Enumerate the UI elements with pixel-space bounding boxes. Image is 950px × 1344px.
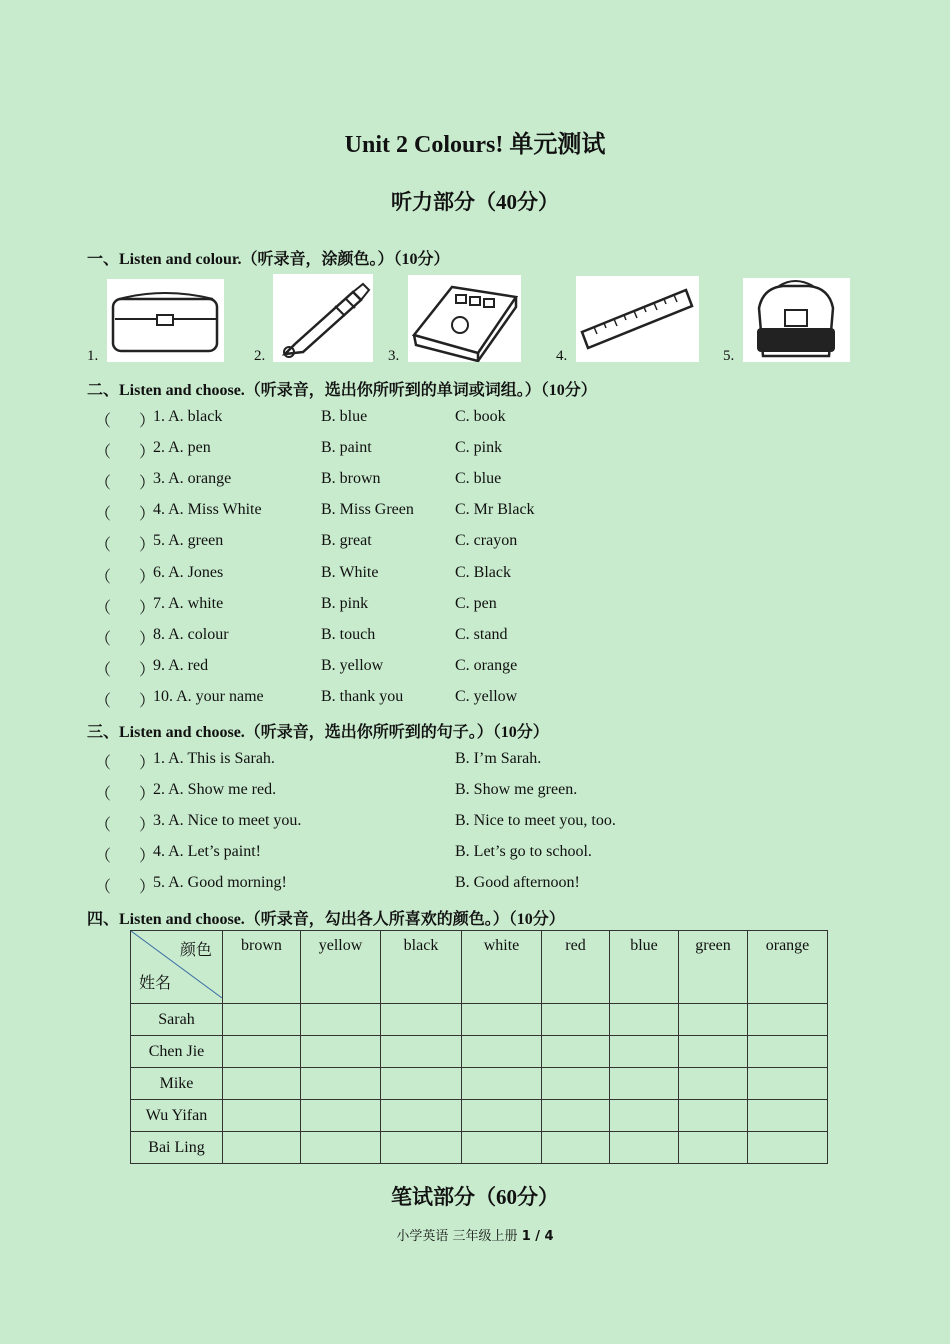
tick-cell[interactable] — [679, 1004, 748, 1036]
student-name: Bai Ling — [131, 1132, 223, 1164]
sentence-row — [87, 843, 787, 865]
tick-cell[interactable] — [679, 1036, 748, 1068]
option-c: C. blue — [455, 470, 502, 488]
tick-cell[interactable] — [223, 1100, 301, 1132]
choice-row — [87, 595, 787, 617]
tick-cell[interactable] — [748, 1132, 828, 1164]
tick-cell[interactable] — [542, 1100, 610, 1132]
option-c: C. yellow — [455, 687, 518, 705]
tick-cell[interactable] — [748, 1004, 828, 1036]
sentence-row — [87, 781, 787, 803]
color-header-green: green — [679, 931, 748, 1004]
table-row — [131, 1036, 828, 1068]
color-header-orange: orange — [748, 931, 828, 1004]
option-a: 9. A. red — [153, 656, 209, 674]
answer-paren-right: ） — [139, 692, 156, 710]
answer-paren-left[interactable]: （ — [95, 413, 112, 430]
color-header-red: red — [542, 931, 610, 1004]
option-a: 5. A. green — [153, 532, 224, 550]
answer-paren-right: ） — [139, 661, 156, 679]
tick-cell[interactable] — [542, 1004, 610, 1036]
tick-cell[interactable] — [223, 1036, 301, 1068]
section1-title: 一、Listen and colour.（听录音，涂颜色。）（10分） — [87, 251, 450, 268]
answer-paren-left[interactable]: （ — [95, 630, 112, 648]
option-b: B. Nice to meet you, too. — [455, 812, 616, 830]
option-c: C. crayon — [455, 532, 518, 550]
option-c: C. Mr Black — [455, 501, 535, 519]
option-c: C. orange — [455, 656, 518, 674]
tick-cell[interactable] — [223, 1004, 301, 1036]
tick-cell[interactable] — [381, 1132, 462, 1164]
section3-title: 三、Listen and choose.（听录音，选出你所听到的句子。）（10分） — [87, 724, 549, 741]
answer-paren-left[interactable]: （ — [95, 786, 112, 804]
option-a: 5. A. Good morning! — [153, 874, 287, 892]
answer-paren-left[interactable]: （ — [95, 599, 112, 617]
choice-row — [87, 688, 787, 710]
answer-paren-left[interactable]: （ — [95, 537, 112, 555]
answer-paren-left[interactable]: （ — [95, 568, 112, 586]
student-name: Wu Yifan — [131, 1100, 223, 1132]
student-name: Chen Jie — [131, 1036, 223, 1068]
option-a: 6. A. Jones — [153, 563, 224, 581]
tick-cell[interactable] — [223, 1068, 301, 1100]
tick-cell[interactable] — [462, 1132, 542, 1164]
option-a: 1. A. This is Sarah. — [153, 750, 275, 767]
option-a: 3. A. orange — [153, 470, 232, 488]
answer-paren-right: ） — [139, 568, 156, 586]
color-header-blue: blue — [610, 931, 679, 1004]
section4-title: 四、Listen and choose.（听录音，勾出各人所喜欢的颜色。）（10分） — [87, 911, 565, 928]
tick-cell[interactable] — [381, 1004, 462, 1036]
tick-cell[interactable] — [748, 1068, 828, 1100]
option-b: B. touch — [321, 625, 376, 643]
answer-paren-left[interactable]: （ — [95, 848, 112, 866]
answer-paren-right: ） — [139, 444, 156, 462]
corner-label-colors: 颜色 — [179, 942, 212, 959]
tick-cell[interactable] — [610, 1036, 679, 1068]
option-b: B. yellow — [321, 656, 384, 674]
option-b: B. Let’s go to school. — [455, 843, 592, 861]
answer-paren-left[interactable]: （ — [95, 879, 112, 897]
page-footer — [0, 1225, 950, 1244]
listening-heading: 听力部分（40分） — [391, 190, 559, 214]
pic-num-1: 1. — [87, 348, 99, 364]
option-b: B. thank you — [321, 687, 404, 705]
tick-cell[interactable] — [381, 1036, 462, 1068]
school-bag-icon — [743, 278, 850, 362]
option-a: 2. A. pen — [153, 439, 211, 457]
tick-cell[interactable] — [679, 1068, 748, 1100]
student-name: Sarah — [131, 1004, 223, 1036]
choice-row — [87, 564, 787, 586]
tick-cell[interactable] — [462, 1100, 542, 1132]
table-row — [131, 1068, 828, 1100]
option-b: B. great — [321, 532, 372, 550]
answer-paren-left[interactable]: （ — [95, 755, 112, 772]
tick-cell[interactable] — [462, 1068, 542, 1100]
tick-cell[interactable] — [679, 1132, 748, 1164]
option-a: 4. A. Miss White — [153, 501, 262, 519]
pencil-box-icon — [107, 279, 224, 362]
table-row — [131, 1132, 828, 1164]
sentence-row — [87, 874, 787, 896]
option-b: B. blue — [321, 408, 368, 425]
table-row — [131, 1100, 828, 1132]
option-a: 2. A. Show me red. — [153, 781, 277, 799]
tick-cell[interactable] — [610, 1068, 679, 1100]
option-a: 1. A. black — [153, 408, 223, 425]
option-a: 8. A. colour — [153, 625, 229, 643]
tick-cell[interactable] — [610, 1132, 679, 1164]
answer-paren-left[interactable]: （ — [95, 692, 112, 710]
section2-title: 二、Listen and choose.（听录音，选出你所听到的单词或词组。）（10分） — [87, 382, 597, 399]
option-b: B. pink — [321, 594, 369, 612]
answer-paren-right: ） — [139, 817, 156, 835]
tick-cell[interactable] — [301, 1036, 381, 1068]
sentence-row — [87, 750, 787, 772]
answer-paren-left[interactable]: （ — [95, 506, 112, 524]
option-c: C. stand — [455, 625, 508, 643]
tick-cell[interactable] — [462, 1036, 542, 1068]
page-number: 1 / 4 — [521, 1229, 554, 1244]
tick-cell[interactable] — [542, 1132, 610, 1164]
answer-paren-left[interactable]: （ — [95, 444, 112, 462]
footer-text: 小学英语 三年级上册 — [396, 1229, 518, 1244]
answer-paren-right: ） — [139, 786, 156, 804]
answer-paren-right: ） — [139, 599, 156, 617]
pic-num-5: 5. — [723, 348, 735, 364]
tick-cell[interactable] — [610, 1004, 679, 1036]
tick-cell[interactable] — [381, 1068, 462, 1100]
option-a: 3. A. Nice to meet you. — [153, 812, 302, 830]
table-row — [131, 1004, 828, 1036]
choice-row — [87, 501, 787, 523]
corner-label-names: 姓名 — [139, 975, 172, 992]
sentence-row — [87, 812, 787, 834]
tick-cell[interactable] — [301, 1100, 381, 1132]
option-b: B. White — [321, 563, 379, 581]
table-corner-cell — [131, 931, 223, 1004]
answer-paren-left[interactable]: （ — [95, 661, 112, 679]
answer-paren-left[interactable]: （ — [95, 475, 112, 493]
color-header-brown: brown — [223, 931, 301, 1004]
student-name: Mike — [131, 1068, 223, 1100]
option-b: B. Miss Green — [321, 501, 414, 519]
answer-paren-right: ） — [139, 630, 156, 648]
answer-paren-right: ） — [139, 537, 156, 555]
tick-cell[interactable] — [223, 1132, 301, 1164]
tick-cell[interactable] — [748, 1036, 828, 1068]
color-preference-table — [130, 930, 828, 1164]
choice-row — [87, 470, 787, 492]
pen-icon — [273, 274, 373, 362]
answer-paren-right: ） — [139, 506, 156, 524]
page-title: Unit 2 Colours! 单元测试 — [344, 132, 606, 158]
tick-cell[interactable] — [462, 1004, 542, 1036]
option-a: 10. A. your name — [153, 687, 264, 705]
tick-cell[interactable] — [610, 1100, 679, 1132]
answer-paren-right: ） — [139, 879, 156, 897]
writing-heading: 笔试部分（60分） — [391, 1185, 559, 1209]
tick-cell[interactable] — [381, 1100, 462, 1132]
choice-row — [87, 408, 787, 430]
book-icon — [408, 275, 521, 362]
tick-cell[interactable] — [748, 1100, 828, 1132]
option-c: C. pink — [455, 439, 503, 457]
option-c: C. pen — [455, 594, 497, 612]
color-header-yellow: yellow — [301, 931, 381, 1004]
tick-cell[interactable] — [542, 1036, 610, 1068]
choice-row — [87, 532, 787, 554]
pic-num-3: 3. — [388, 348, 400, 364]
answer-paren-right: ） — [139, 475, 156, 493]
option-b: B. I’m Sarah. — [455, 750, 542, 767]
option-c: C. Black — [455, 563, 511, 581]
option-a: 4. A. Let’s paint! — [153, 843, 261, 861]
option-b: B. brown — [321, 470, 381, 488]
answer-paren-left[interactable]: （ — [95, 817, 112, 835]
option-b: B. paint — [321, 439, 372, 457]
ruler-icon — [576, 276, 699, 362]
choice-row — [87, 439, 787, 461]
option-b: B. Good afternoon! — [455, 874, 580, 892]
tick-cell[interactable] — [679, 1100, 748, 1132]
color-header-white: white — [462, 931, 542, 1004]
pic-num-4: 4. — [556, 348, 568, 364]
option-a: 7. A. white — [153, 594, 224, 612]
choice-row — [87, 626, 787, 648]
option-b: B. Show me green. — [455, 781, 578, 799]
choice-row — [87, 657, 787, 679]
option-c: C. book — [455, 408, 506, 425]
pic-num-2: 2. — [254, 348, 266, 364]
tick-cell[interactable] — [301, 1132, 381, 1164]
color-header-black: black — [381, 931, 462, 1004]
tick-cell[interactable] — [542, 1068, 610, 1100]
answer-paren-right: ） — [139, 413, 156, 430]
tick-cell[interactable] — [301, 1068, 381, 1100]
answer-paren-right: ） — [139, 848, 156, 866]
tick-cell[interactable] — [301, 1004, 381, 1036]
answer-paren-right: ） — [139, 755, 156, 772]
